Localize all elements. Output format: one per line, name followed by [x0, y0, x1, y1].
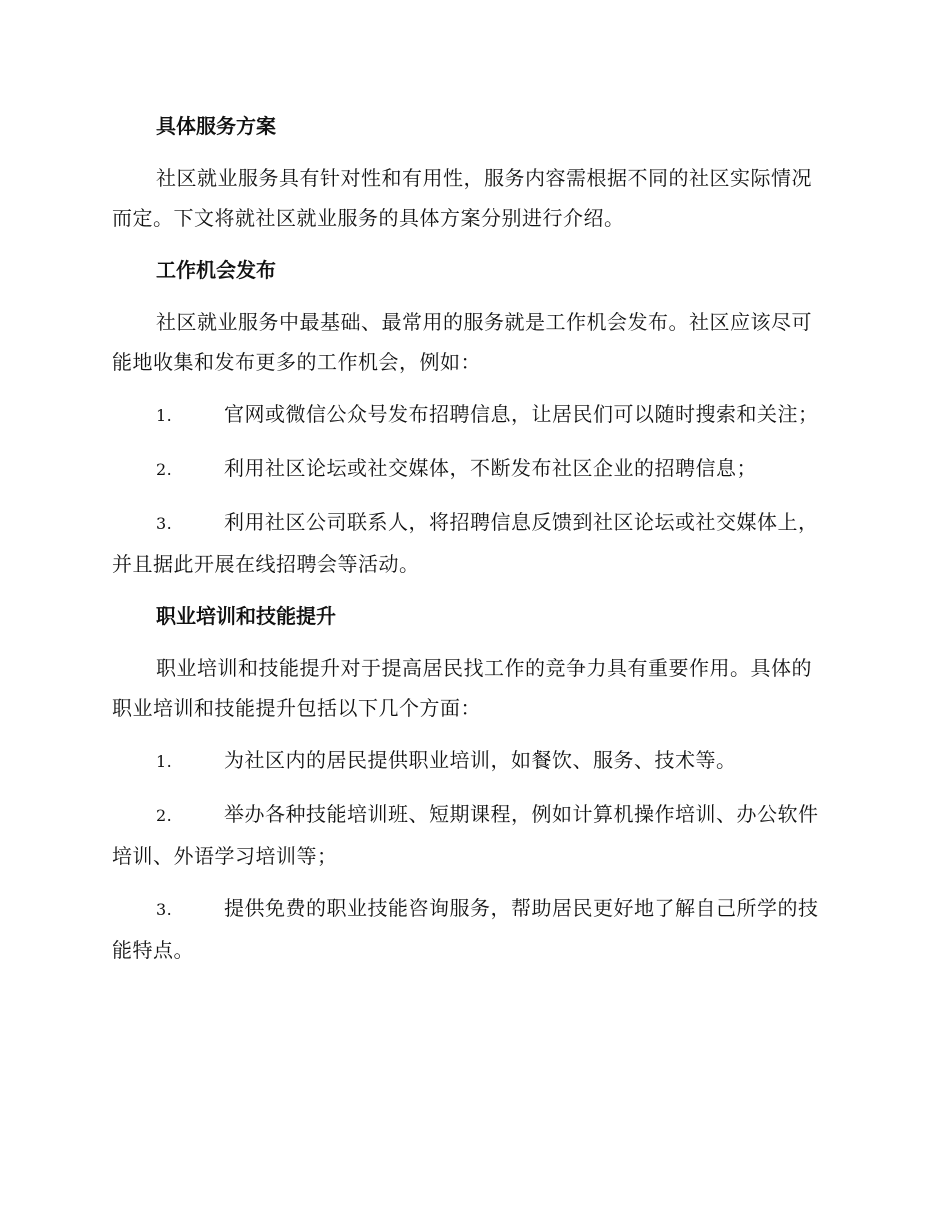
list-item	[112, 888, 832, 970]
section-heading-training: 职业培训和技能提升	[156, 604, 336, 628]
list-item	[112, 740, 832, 782]
list-item-text: 举办各种技能培训班、短期课程，例如计算机操作培训、办公软件培训、外语学习培训等；	[112, 802, 819, 868]
section-heading-service-plan: 具体服务方案	[156, 114, 276, 138]
list-item	[112, 502, 832, 584]
section-heading-job-posting: 工作机会发布	[156, 258, 276, 282]
list-item-number: 3.	[156, 900, 173, 919]
list-item-text: 利用社区论坛或社交媒体，不断发布社区企业的招聘信息；	[224, 456, 757, 480]
list-item-text: 为社区内的居民提供职业培训，如餐饮、服务、技术等。	[224, 748, 737, 772]
list-item-number: 1.	[156, 752, 173, 771]
list-item-text: 官网或微信公众号发布招聘信息，让居民们可以随时搜索和关注；	[224, 402, 819, 426]
list-item-number: 2.	[156, 806, 173, 825]
section-paragraph-service-plan: 社区就业服务具有针对性和有用性，服务内容需根据不同的社区实际情况而定。下文将就社区就业服务的具体方案分别进行介绍。	[112, 166, 812, 230]
list-item-text: 利用社区公司联系人，将招聘信息反馈到社区论坛或社交媒体上，并且据此开展在线招聘会等活动。	[112, 510, 819, 576]
list-item	[112, 448, 832, 490]
list-item	[112, 394, 832, 436]
document-page	[112, 106, 832, 982]
section-paragraph-job-posting: 社区就业服务中最基础、最常用的服务就是工作机会发布。社区应该尽可能地收集和发布更多的工作机会，例如：	[112, 310, 812, 374]
list-item-number: 1.	[156, 406, 173, 425]
section-paragraph-training: 职业培训和技能提升对于提高居民找工作的竞争力具有重要作用。具体的职业培训和技能提升包括以下几个方面：	[112, 656, 812, 720]
list-item-text: 提供免费的职业技能咨询服务，帮助居民更好地了解自己所学的技能特点。	[112, 896, 819, 962]
list-item	[112, 794, 832, 876]
list-item-number: 2.	[156, 460, 173, 479]
list-item-number: 3.	[156, 514, 173, 533]
